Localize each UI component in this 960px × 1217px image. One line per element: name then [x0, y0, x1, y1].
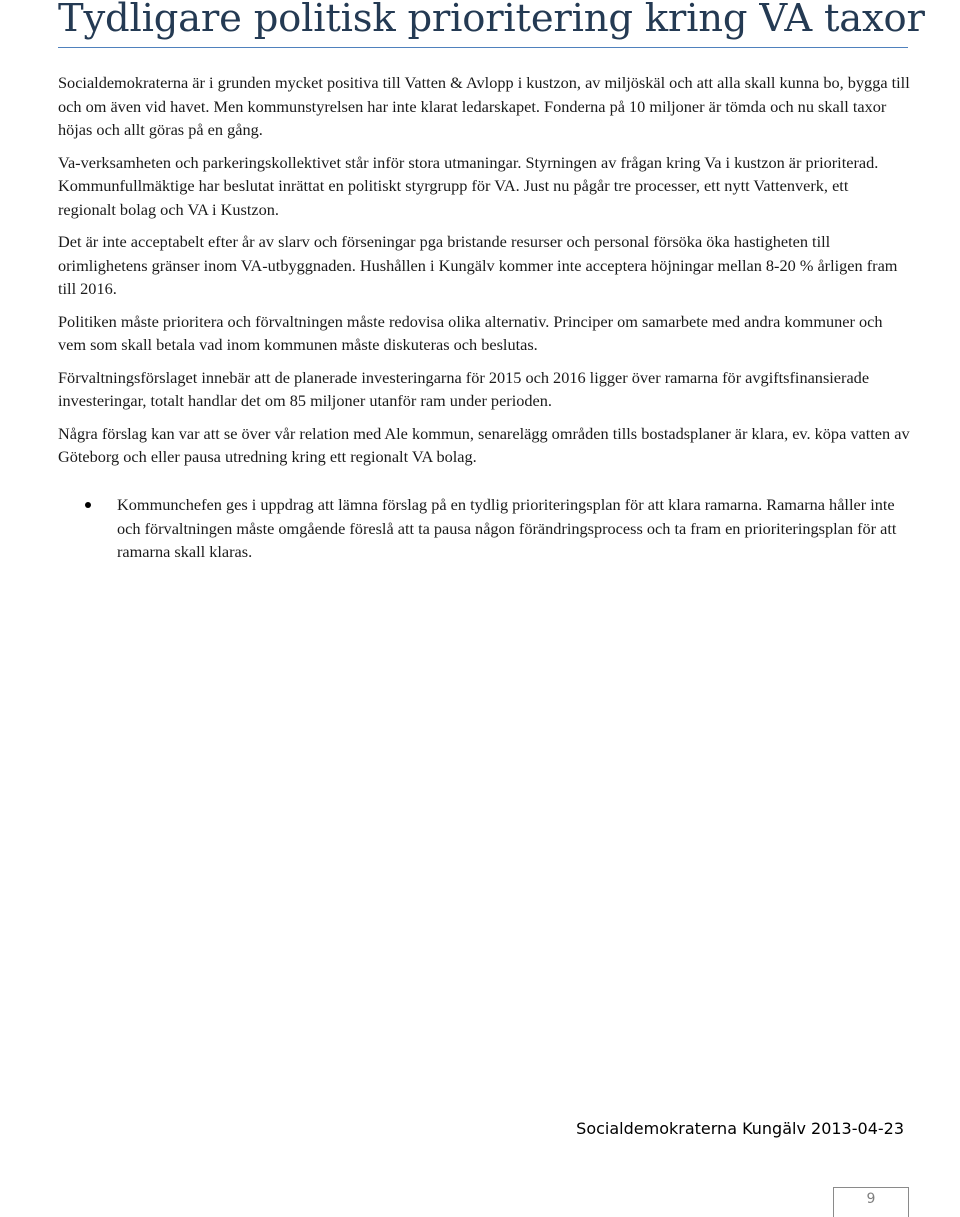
- bullet-item-text: Kommunchefen ges i uppdrag att lämna förslag på en tydlig prioriteringsplan för att klara ramarna. Ramarna håller inte och förvaltningen måste omgående föreslå att ta pausa någon förändringsprocess och ta fram en prioriteringsplan för att ramarna skall klaras.: [117, 495, 897, 561]
- paragraph-2: Va-verksamheten och parkeringskollektivet står inför stora utmaningar. Styrningen av frågan kring Va i kustzon är prioriterad. Kommunfullmäktige har beslutat inrättat en politiskt styrgrupp för VA. Just nu pågår tre processer, ett nytt Vattenverk, ett regionalt bolag och VA i Kustzon.: [58, 152, 879, 219]
- bullet-dot-icon: [85, 502, 91, 508]
- page-title: Tydligare politisk prioritering kring VA taxor: [58, 0, 925, 41]
- page-number: 9: [866, 1191, 876, 1207]
- bullet-list: [58, 493, 910, 564]
- title-underline: [58, 47, 908, 48]
- footer-text: Socialdemokraterna Kungälv 2013-04-23: [576, 1119, 904, 1138]
- page-number-box: [833, 1187, 909, 1217]
- bullet-item: [58, 493, 910, 564]
- paragraph-1: Socialdemokraterna är i grunden mycket positiva till Vatten & Avlopp i kustzon, av miljöskäl och att alla skall kunna bo, bygga till och om även vid havet. Men kommunstyrelsen har inte klarat ledarskapet. Fonderna på 10 miljoner är tömda och nu skall taxor höjas och allt göras på en gång.: [58, 73, 910, 139]
- document-body: [58, 71, 910, 478]
- paragraph-6: Några förslag kan var att se över vår relation med Ale kommun, senarelägg områden tills bostadsplaner är klara, ev. köpa vatten av Göteborg och eller pausa utredning kring ett regionalt VA bolag.: [58, 423, 910, 466]
- paragraph-4: Politiken måste prioritera och förvaltningen måste redovisa olika alternativ. Principer om samarbete med andra kommuner och vem som skall betala vad inom kommunen måste diskuteras och beslutas.: [58, 311, 883, 354]
- paragraph-5: Förvaltningsförslaget innebär att de planerade investeringarna för 2015 och 2016 ligger över ramarna för avgiftsfinansierade investeringar, totalt handlar det om 85 miljoner utanför ram under perioden.: [58, 367, 870, 410]
- paragraph-3: Det är inte acceptabelt efter år av slarv och förseningar pga bristande resurser och personal försöka öka hastigheten till orimlighetens gränser inom VA-utbyggnaden. Hushållen i Kungälv kommer inte acceptera höjningar mellan 8-20 % årligen fram till 2016.: [58, 232, 898, 298]
